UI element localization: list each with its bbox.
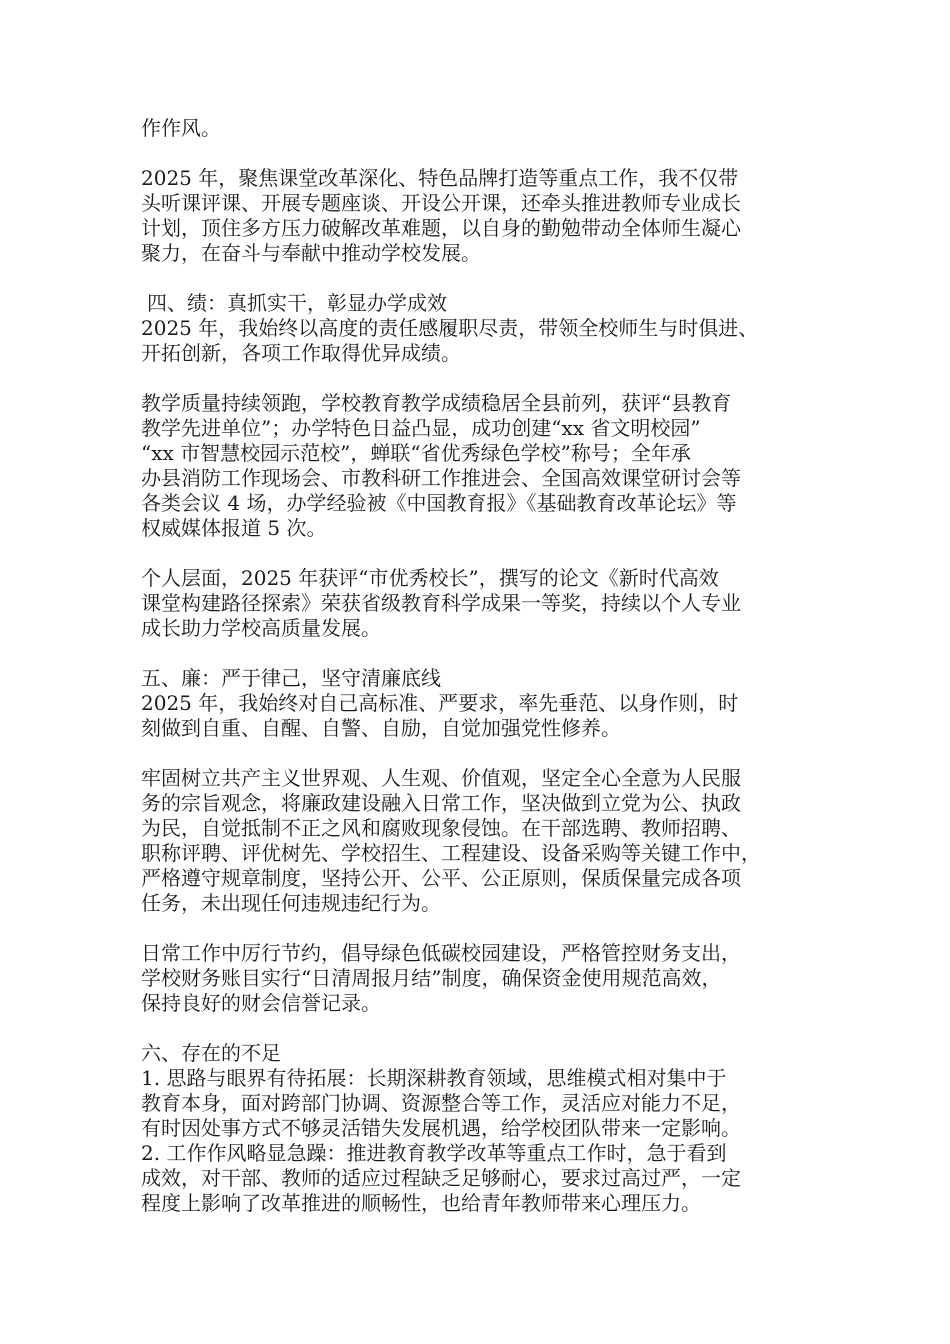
paragraph-line: 开拓创新，各项工作取得优异成绩。	[141, 341, 461, 365]
paragraph-line: 各类会议 4 场，办学经验被《中国教育报》《基础教育改革论坛》等	[141, 491, 737, 515]
paragraph-line: 务的宗旨观念，将廉政建设融入日常工作，坚决做到立党为公、执政	[141, 791, 741, 815]
document-body	[141, 116, 827, 1241]
paragraph-line: 2025 年，我始终以高度的责任感履职尽责，带领全校师生与时俱进、	[141, 316, 759, 340]
paragraph-8	[141, 941, 827, 1016]
paragraph-line: 为民，自觉抵制不正之风和腐败现象侵蚀。在干部选聘、教师招聘、	[141, 816, 741, 840]
paragraph-line: 保持良好的财会信誉记录。	[141, 991, 381, 1015]
paragraph-line: 个人层面，2025 年获评“市优秀校长”，撰写的论文《新时代高效	[141, 566, 719, 590]
paragraph-line: 教学先进单位”；办学特色日益凸显，成功创建“xx 省文明校园”	[141, 416, 701, 440]
paragraph-line: 权威媒体报道 5 次。	[141, 516, 327, 540]
paragraph-line: “xx 市智慧校园示范校”，蝉联“省优秀绿色学校”称号；全年承	[141, 441, 691, 465]
paragraph-line: 教学质量持续领跑，学校教育教学成绩稳居全县前列，获评“县教育	[141, 391, 732, 415]
paragraph-line: 任务，未出现任何违规违纪行为。	[141, 891, 441, 915]
section-5	[141, 666, 827, 741]
paragraph-line: 严格遵守规章制度，坚持公开、公平、公正原则，保质保量完成各项	[141, 866, 741, 890]
paragraph-line: 办县消防工作现场会、市教科研工作推进会、全国高效课堂研讨会等	[141, 466, 741, 490]
list-item-line: 程度上影响了改革推进的顺畅性，也给青年教师带来心理压力。	[141, 1191, 701, 1215]
section-6	[141, 1041, 827, 1216]
paragraph-2	[141, 166, 827, 266]
paragraph-7	[141, 766, 827, 916]
paragraph-line: 牢固树立共产主义世界观、人生观、价值观，坚定全心全意为人民服	[141, 766, 741, 790]
list-item-line: 1. 思路与眼界有待拓展：长期深耕教育领域，思维模式相对集中于	[141, 1066, 727, 1090]
list-item-line: 教育本身，面对跨部门协调、资源整合等工作，灵活应对能力不足，	[141, 1091, 741, 1115]
paragraph-line: 职称评聘、评优树先、学校招生、工程建设、设备采购等关键工作中，	[141, 841, 761, 865]
list-item-line: 有时因处事方式不够灵活错失发展机遇，给学校团队带来一定影响。	[141, 1116, 741, 1140]
section-heading-5: 五、廉：严于律己，坚守清廉底线	[141, 666, 441, 690]
paragraph-line: 学校财务账目实行“日清周报月结”制度，确保资金使用规范高效，	[141, 966, 722, 990]
paragraph-line: 2025 年，聚焦课堂改革深化、特色品牌打造等重点工作，我不仅带	[141, 166, 739, 190]
paragraph-1	[141, 116, 827, 141]
list-item-line: 2. 工作作风略显急躁：推进教育教学改革等重点工作时，急于看到	[141, 1141, 727, 1165]
paragraph-line: 头听课评课、开展专题座谈、开设公开课，还牵头推进教师专业成长	[141, 191, 741, 215]
section-4	[141, 291, 827, 366]
paragraph-line: 日常工作中厉行节约，倡导绿色低碳校园建设，严格管控财务支出，	[141, 941, 741, 965]
paragraph-line: 成长助力学校高质量发展。	[141, 616, 381, 640]
paragraph-5	[141, 566, 827, 641]
paragraph-line: 计划，顶住多方压力破解改革难题，以自身的勤勉带动全体师生凝心	[141, 216, 741, 240]
section-heading-4: 四、绩：真抓实干，彰显办学成效	[147, 291, 447, 315]
paragraph-line: 聚力，在奋斗与奉献中推动学校发展。	[141, 241, 481, 265]
list-item-line: 成效，对干部、教师的适应过程缺乏足够耐心，要求过高过严，一定	[141, 1166, 741, 1190]
paragraph-line: 作作风。	[141, 116, 221, 140]
paragraph-line: 刻做到自重、自醒、自警、自励，自觉加强党性修养。	[141, 716, 621, 740]
paragraph-line: 2025 年，我始终对自己高标准、严要求，率先垂范、以身作则，时	[141, 691, 739, 715]
paragraph-line: 课堂构建路径探索》荣获省级教育科学成果一等奖，持续以个人专业	[141, 591, 741, 615]
section-heading-6: 六、存在的不足	[141, 1041, 281, 1065]
paragraph-4	[141, 391, 827, 541]
